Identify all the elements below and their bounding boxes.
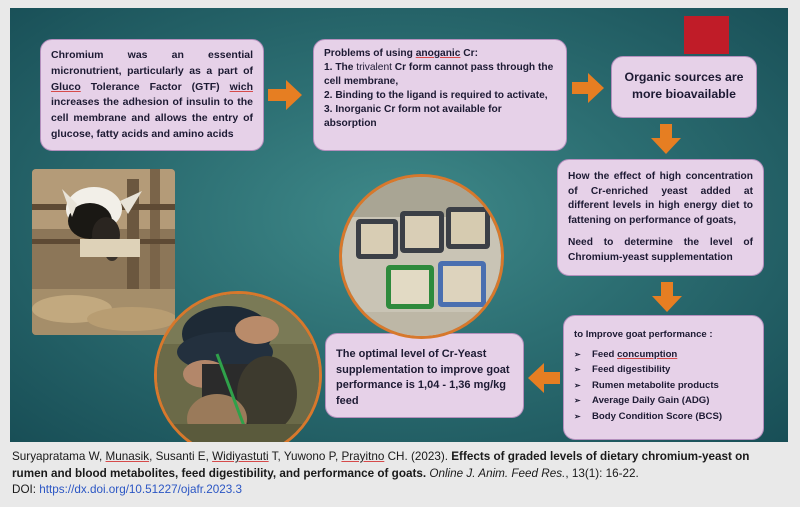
goat-feeding-photo <box>32 169 175 335</box>
research-question-box <box>557 159 764 276</box>
citation-title: Effects of graded levels of dietary chromium-yeast on rumen and blood metabolites, feed digestibility, and performance of goats. <box>12 450 750 480</box>
performance-item-text-post: digestibility <box>617 364 671 375</box>
citation-author: Prayitno <box>341 450 385 463</box>
citation-author: T <box>271 450 278 463</box>
arrow-bullet-icon: ➢ <box>574 396 581 405</box>
performance-heading: to Improve goat performance : <box>574 329 713 340</box>
citation-volume: , 13(1): 16-22. <box>565 466 639 480</box>
performance-item <box>574 362 753 378</box>
box2-heading-text: Problems of using <box>324 48 416 59</box>
citation-journal: Online J. Anim. Feed Res. <box>429 466 566 480</box>
performance-parameters-box <box>563 315 764 440</box>
citation-authors: Suryapratama W, Munasik, Susanti E, Widiyastuti T, Yuwono P, Prayitno CH. <box>12 450 408 463</box>
rumen-sampling-image <box>157 294 320 442</box>
infographic-slide <box>10 8 788 442</box>
arrow-bullet-icon: ➢ <box>574 411 581 421</box>
arrow-right-icon <box>572 73 604 103</box>
chromium-background-box <box>40 39 264 151</box>
research-need-text: Need to determine the level of Chromium-yeast supplementation <box>568 237 753 263</box>
performance-item <box>574 378 753 394</box>
citation-doi-link[interactable]: https://dx.doi.org/10.51227/ojafr.2023.3 <box>39 483 243 496</box>
box1-text-2: Tolerance Factor (GTF) <box>80 80 230 93</box>
citation-doi-label: DOI: <box>12 483 37 496</box>
box2-heading <box>324 47 556 61</box>
box2-heading-anoganic: anoganic <box>415 48 461 59</box>
citation-author: Widiyastuti <box>212 450 269 463</box>
citation-author: Munasik <box>105 450 150 463</box>
citation-author: Suryapratama W <box>12 450 100 463</box>
box1-text-1: Chromium was an essential micronutrient, particularly as a part of <box>51 49 253 77</box>
box1-gluco: Gluco <box>51 80 81 93</box>
citation-author: Yuwono P <box>283 450 335 463</box>
citation-block <box>12 449 788 499</box>
rumen-sampling-photo <box>154 291 322 442</box>
performance-item-underlined: concumption <box>617 348 678 360</box>
box2-problem-2: 2. Binding to the ligand is required to activate, <box>324 90 548 101</box>
box1-text-3: increases the adhesion of insulin to the cell membrane and allows the entry of glucose, fatty acids and amino acids <box>51 96 253 140</box>
research-question-text: How the effect of high concentration of Cr-enriched yeast added at different levels in high energy diet to fattening on performance of goats, <box>568 171 753 226</box>
feed-trays-image <box>342 177 502 337</box>
box2-p1-post: Cr form cannot pass through the cell membrane, <box>324 62 554 87</box>
arrow-down-icon <box>651 124 681 154</box>
performance-item-text: Feed <box>592 348 618 360</box>
arrow-bullet-icon: ➢ <box>574 349 581 359</box>
goat-feeding-image <box>32 169 175 335</box>
performance-item <box>574 393 753 409</box>
feed-trays-photo <box>339 174 504 339</box>
arrow-bullet-icon: ➢ <box>574 365 581 374</box>
inorganic-cr-problems-box <box>313 39 567 151</box>
arrow-down-icon <box>652 282 682 312</box>
citation-year: (2023). <box>410 450 449 463</box>
arrow-left-icon <box>528 363 560 393</box>
box2-problem-1 <box>324 61 556 89</box>
performance-list <box>574 347 753 425</box>
performance-item-text: Average Daily Gain (ADG) <box>592 395 710 406</box>
accent-tab <box>684 16 729 54</box>
citation-author: Susanti E <box>155 450 206 463</box>
box1-wich: wich <box>229 80 253 93</box>
box2-heading-cr: Cr: <box>460 48 478 59</box>
organic-sources-box: Organic sources are more bioavailable <box>611 56 757 118</box>
optimal-level-box: The optimal level of Cr-Yeast supplementation to improve goat performance is 1,04 - 1,36 mg/kg feed <box>325 333 524 418</box>
box2-p1-pre: 1. The <box>324 62 357 73</box>
performance-item <box>574 347 753 363</box>
performance-item <box>574 409 753 425</box>
performance-item-text: Body Condition Score (BCS) <box>592 410 723 422</box>
box2-problem-3: 3. Inorganic Cr form not available for absorption <box>324 104 502 129</box>
arrow-bullet-icon: ➢ <box>574 380 581 390</box>
arrow-right-icon <box>268 80 302 110</box>
performance-item-text: Feed <box>592 364 618 375</box>
citation-author: CH. <box>387 450 408 463</box>
performance-item-text: Rumen metabolite products <box>592 379 719 391</box>
box2-p1-trivalent: trivalent <box>356 62 392 73</box>
